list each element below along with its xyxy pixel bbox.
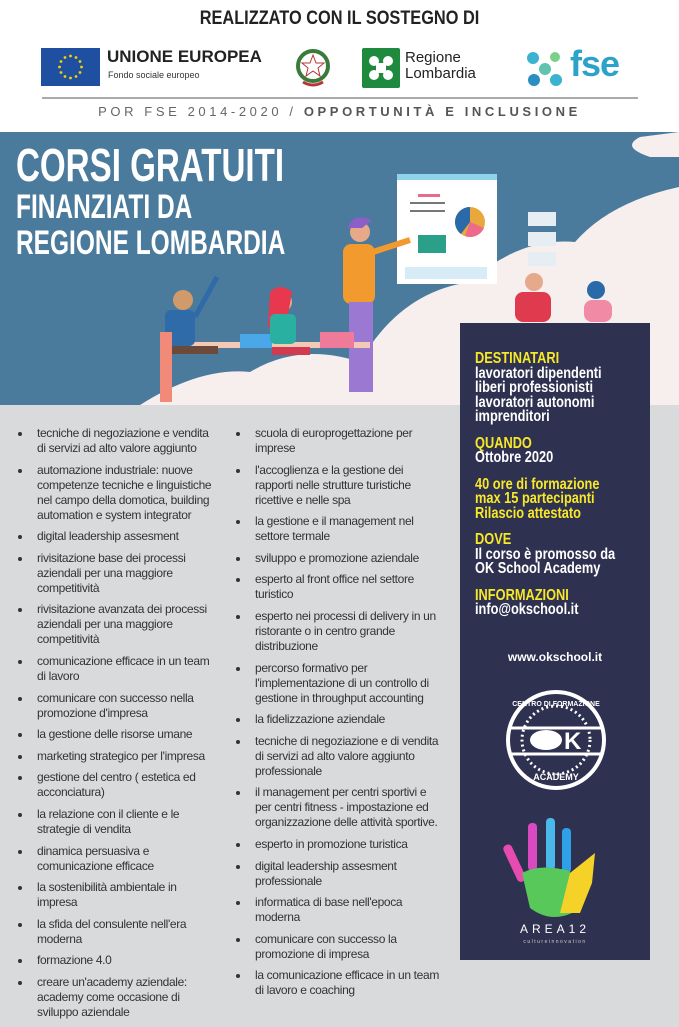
area12-text: AREA12 <box>519 922 591 936</box>
list-item: l'accoglienza e la gestione dei rapporti nelle strutture turistiche ricettive e nelle spa <box>236 463 441 508</box>
list-item: digital leadership assesment <box>18 529 218 544</box>
sponsor-title: REALIZZATO CON IL SOSTEGNO DI <box>199 8 480 29</box>
list-item: la gestione delle risorse umane <box>18 727 218 742</box>
course-list-left <box>18 426 218 1027</box>
list-item: tecniche di negoziazione e vendita di servizi ad alto valore aggiunto <box>18 426 218 456</box>
list-item: informatica di base nell'epoca moderna <box>236 895 441 925</box>
regione-lombardia-name <box>405 50 476 82</box>
dest-item: lavoratori autonomi <box>475 393 595 411</box>
eu-flag-icon <box>41 48 100 86</box>
banner-subtitle-1: FINANZIATI DA <box>16 188 193 226</box>
eu-subtitle: Fondo sociale europeo <box>108 70 200 80</box>
area12-sub: cultureinnovation <box>523 939 587 945</box>
dove-value: OK School Academy <box>475 560 601 577</box>
region-line1: Regione <box>405 49 461 66</box>
fse-logo-icon <box>525 50 565 88</box>
banner-title: CORSI GRATUITI <box>16 139 285 191</box>
divider <box>42 97 638 99</box>
region-line2: Lombardia <box>405 65 476 82</box>
banner-subtitle-2: REGIONE LOMBARDIA <box>16 224 286 262</box>
list-item: gestione del centro ( estetica ed acconciatura) <box>18 770 218 800</box>
list-item: la relazione con il cliente e le strategie di vendita <box>18 807 218 837</box>
list-item: la fidelizzazione aziendale <box>236 712 441 727</box>
info-panel <box>460 323 650 960</box>
list-item: digital leadership assesment professionale <box>236 859 441 889</box>
list-item: la sfida del consulente nell'era moderna <box>18 917 218 947</box>
fse-name: fse <box>570 43 620 84</box>
regione-lombardia-logo-icon <box>362 48 400 88</box>
list-item: il management per centri sportivi e per centri fitness - impostazione ed organizzazione delle attività sportive. <box>236 785 441 830</box>
list-item: creare un'academy aziendale: academy come occasione di sviluppo aziendale <box>18 975 218 1020</box>
list-item: la sostenibilità ambientale in impresa <box>18 880 218 910</box>
dove-value: Il corso è promosso da <box>475 545 616 563</box>
highlight: max 15 partecipanti <box>475 490 595 507</box>
ok-text: K <box>564 728 582 755</box>
list-item: formazione 4.0 <box>18 953 218 968</box>
list-item: la gestione e il management nel settore termale <box>236 514 441 544</box>
destinatari-label: DESTINATARI <box>475 350 560 367</box>
list-item: sviluppo e promozione aziendale <box>236 551 441 566</box>
eu-name: UNIONE EUROPEA <box>107 47 262 66</box>
dest-item: imprenditori <box>475 408 550 425</box>
list-item: esperto nei processi di delivery in un ristorante o in centro grande distribuzione <box>236 609 441 654</box>
por-light: POR FSE 2014-2020 / <box>98 104 297 119</box>
list-item: comunicare con successo la promozione di impresa <box>236 932 441 962</box>
dest-item: lavoratori dipendenti <box>475 364 602 382</box>
info-block <box>475 352 643 618</box>
dove-label: DOVE <box>475 531 512 548</box>
sponsor-header <box>0 0 679 132</box>
por-line <box>0 104 679 119</box>
list-item: marketing strategico per l'impresa <box>18 749 218 764</box>
ok-bottom-text: ACADEMY <box>533 772 579 782</box>
list-item: esperto in promozione turistica <box>236 837 441 852</box>
dest-item: liberi professionisti <box>475 379 594 396</box>
list-item: percorso formativo per l'implementazione di un controllo di gestione in throughput accounting <box>236 661 441 706</box>
email-link[interactable]: info@okschool.it <box>475 601 579 618</box>
list-item: esperto al front office nel settore turistico <box>236 572 441 602</box>
list-item: rivisitazione base dei processi aziendali per una maggiore competitività <box>18 551 218 596</box>
por-bold: OPPORTUNITÀ E INCLUSIONE <box>303 104 581 119</box>
highlight: 40 ore di formazione <box>475 475 600 493</box>
list-item: rivisitazione avanzata dei processi aziendali per una maggiore competitività <box>18 602 218 647</box>
list-item: comunicare con successo nella promozione d'impresa <box>18 691 218 721</box>
italian-emblem-icon <box>295 48 331 88</box>
list-item: tecniche di negoziazione e di vendita di servizi ad alto valore aggiunto professionale <box>236 734 441 779</box>
website-link[interactable]: www.okschool.it <box>507 650 603 664</box>
area12-logo <box>500 813 610 948</box>
highlight: Rilascio attestato <box>475 504 581 522</box>
quando-value: Ottobre 2020 <box>475 449 554 466</box>
list-item: la comunicazione efficace in un team di lavoro e coaching <box>236 968 441 998</box>
course-list-right <box>236 426 441 1005</box>
ok-academy-seal-logo <box>504 688 608 792</box>
quando-label: QUANDO <box>475 434 532 452</box>
list-item: automazione industriale: nuove competenze tecniche e linguistiche nel campo della domotica, building automation e system integrator <box>18 463 218 523</box>
ok-top-text: CENTRO DI FORMAZIONE <box>512 701 600 708</box>
list-item: dinamica persuasiva e comunicazione efficace <box>18 844 218 874</box>
list-item: comunicazione efficace in un team di lavoro <box>18 654 218 684</box>
informazioni-label: INFORMAZIONI <box>475 586 569 604</box>
list-item: scuola di europrogettazione per imprese <box>236 426 441 456</box>
